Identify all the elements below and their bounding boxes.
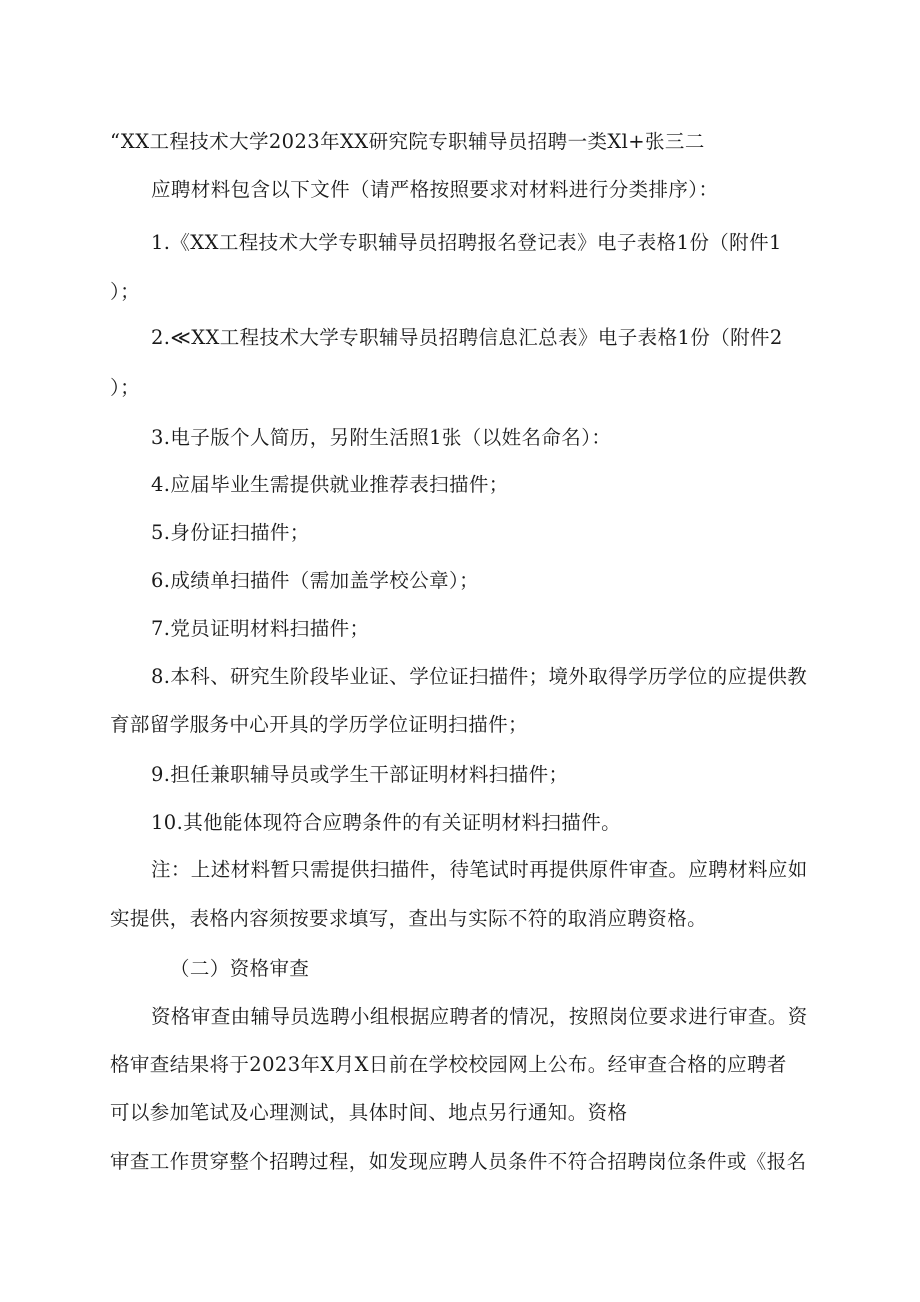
list-item-1-continued: ）； bbox=[110, 280, 141, 303]
note-line-1: 注：上述材料暂只需提供扫描件，待笔试时再提供原件审查。应聘材料应如 bbox=[151, 858, 808, 881]
list-item-2: 2.≪XX工程技术大学专职辅导员招聘信息汇总表》电子表格1份（附件2 bbox=[151, 326, 783, 349]
list-item-8: 8.本科、研究生阶段毕业证、学位证扫描件；境外取得学历学位的应提供教 bbox=[151, 665, 808, 688]
list-item-8-continued: 育部留学服务中心开具的学历学位证明扫描件； bbox=[110, 713, 528, 736]
title-line: “XX工程技术大学2023年XX研究院专职辅导员招聘一类Xl+张三二 bbox=[110, 130, 705, 153]
list-item-1: 1.《XX工程技术大学专职辅导员招聘报名登记表》电子表格1份（附件1 bbox=[151, 231, 782, 254]
review-paragraph-line-4: 审查工作贯穿整个招聘过程，如发现应聘人员条件不符合招聘岗位条件或《报名 bbox=[110, 1150, 807, 1173]
review-paragraph-line-2: 格审查结果将于2023年X月X日前在学校校园网上公布。经审查合格的应聘者 bbox=[110, 1053, 787, 1076]
intro-text: 应聘材料包含以下文件（请严格按照要求对材料进行分类排序）： bbox=[151, 178, 719, 201]
list-item-3: 3.电子版个人简历，另附生活照1张（以姓名命名）： bbox=[151, 426, 612, 449]
list-item-9: 9.担任兼职辅导员或学生干部证明材料扫描件； bbox=[151, 763, 569, 786]
list-item-10: 10.其他能体现符合应聘条件的有关证明材料扫描件。 bbox=[151, 811, 622, 834]
section-heading: （二）资格审查 bbox=[170, 957, 310, 980]
list-item-6: 6.成绩单扫描件（需加盖学校公章）； bbox=[151, 569, 480, 592]
list-item-7: 7.党员证明材料扫描件； bbox=[151, 617, 370, 640]
list-item-4: 4.应届毕业生需提供就业推荐表扫描件； bbox=[151, 473, 509, 496]
list-item-5: 5.身份证扫描件； bbox=[151, 521, 310, 544]
review-paragraph-line-3: 可以参加笔试及心理测试，具体时间、地点另行通知。资格 bbox=[110, 1101, 628, 1124]
review-paragraph-line-1: 资格审查由辅导员选聘小组根据应聘者的情况，按照岗位要求进行审查。资 bbox=[151, 1005, 808, 1028]
note-line-2: 实提供，表格内容须按要求填写，查出与实际不符的取消应聘资格。 bbox=[110, 907, 708, 930]
list-item-2-continued: ）； bbox=[110, 376, 141, 399]
